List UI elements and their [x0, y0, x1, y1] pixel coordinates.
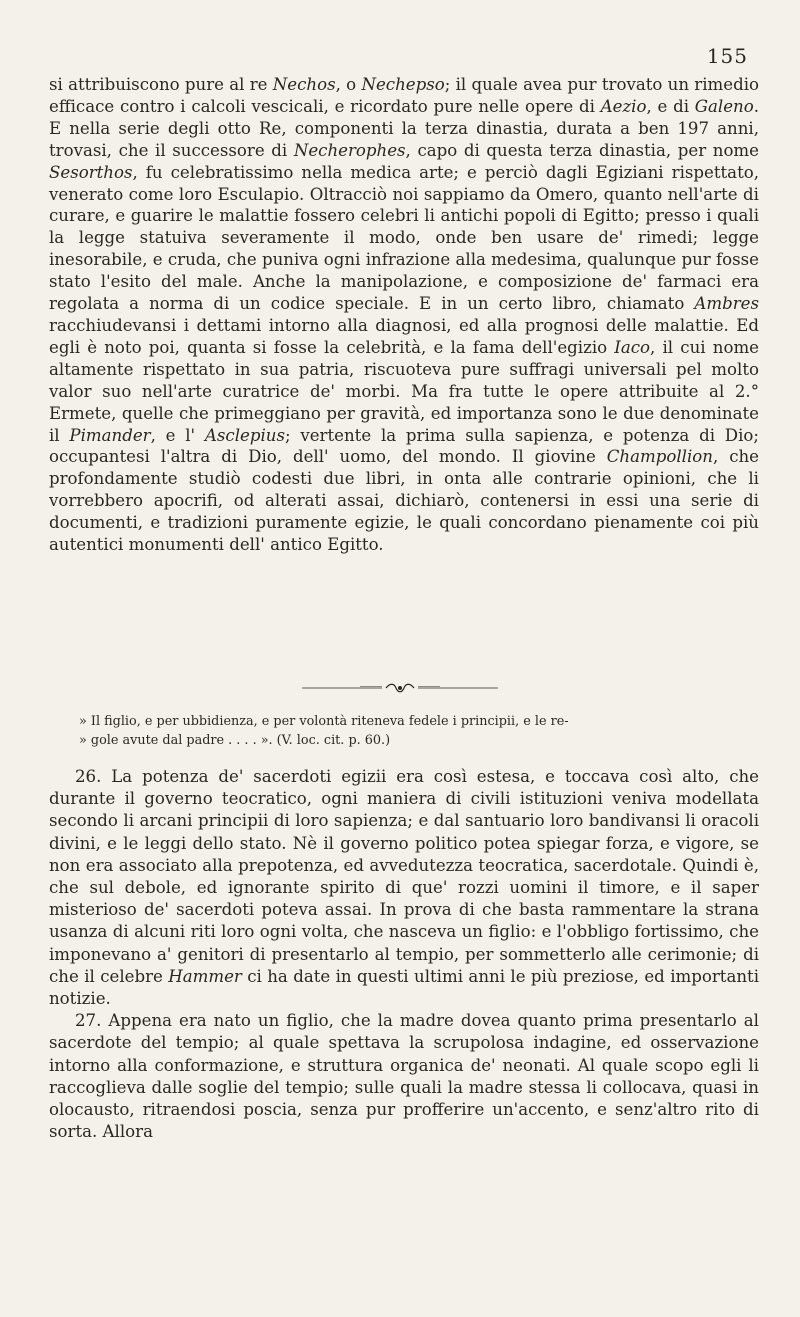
name-pimander: Pimander: [69, 425, 151, 445]
name-aezio: Aezio: [600, 96, 647, 116]
footnote-line: » Il figlio, e per ubbidienza, e per volontà riteneva fedele i principii, e le re-: [79, 714, 569, 729]
ornament-divider: [300, 682, 500, 694]
footnote: [79, 712, 759, 750]
main-text-block: [49, 74, 759, 556]
name-sesorthos: Sesorthos: [49, 162, 133, 182]
section-26: 26. La potenza de' sacerdoti egizii era così estesa, e toccava così alto, che durante il governo teocratico, ogni maniera di civili istituzioni veniva modellata secondo li arcani principii di loro sapienza; e dal santuario loro bandivansi li oracoli divini, e le leggi dello stato. Nè il governo politico potea spiegar forza, e vigore, se non era associato alla prepotenza, ed avvedutezza teocratica, sacerdotale. Quindi è, che sul debole, ed ignorante spirito di que' rozzi uomini il timore, e il saper misterioso de' sacerdoti poteva assai. In prova di che basta rammentare la strana usanza di alcuni riti loro ogni volta, che nasceva un figlio: e l'obbligo fortissimo, che imponevano a' genitori di presentarlo al tempio, per sommetterlo alle cerimonie; di che il celebre Hammer ci ha date in questi ultimi anni le più preziose, ed importanti notizie.: [49, 767, 760, 1009]
name-ambres: Ambres: [694, 294, 759, 314]
section-27: 27. Appena era nato un figlio, che la madre dovea quanto prima presentarlo al sacerdote del tempio; al quale spettava la scrupolosa indagine, ed osservazione intorno alla conformazione, e struttura organica de' neonati. Al quale scopo egli li raccoglieva dalle soglie del tempio; sulle quali la madre stessa li collocava, quasi in olocausto, ritraendosi poscia, senza pur profferire un'accento, e senz'altro rito di sorta. Allora: [49, 1011, 759, 1142]
name-nechos: Nechos: [272, 75, 336, 94]
name-galeno: Galeno: [694, 96, 754, 116]
name-hammer: Hammer: [168, 966, 242, 986]
sections-block: [49, 766, 759, 1143]
name-iaco: Iaco: [614, 337, 651, 357]
name-asclepius: Asclepius: [204, 425, 285, 445]
page-number: 155: [706, 44, 748, 68]
section-number: 26.: [75, 767, 102, 786]
name-nechepso: Nechepso: [361, 75, 445, 94]
paragraph-continuation: si attribuiscono pure al re Nechos, o Nechepso; il quale avea pur trovato un rimedio efficace contro i calcoli vescicali, e ricordato pure nelle opere di Aezio, e di Galeno. E nella serie degli otto Re, componenti la terza dinastia, durata a ben 197 anni, trovasi, che il successore di Necherophes, capo di questa terza dinastia, per nome Sesorthos, fu celebratissimo nella medica arte; e perciò dagli Egiziani rispettato, venerato come loro Esculapio. Oltracciò noi sappiamo da Omero, quanto nell'arte di curare, e guarire le malattie fossero celebri li antichi popoli di Egitto; presso i quali la legge statuiva severamente il modo, onde ben usare de' rimedi; legge inesorabile, e cruda, che puniva ogni infrazione alla medesima, qualunque pur fosse stato l'esito del male. Anche la manipolazione, e composizione de' farmaci era regolata a norma di un codice speciale. E in un certo libro, chiamato Ambres racchiudevansi i dettami intorno alla diagnosi, ed alla prognosi delle malattie. Ed egli è noto poi, quanta si fosse la celebrità, e la fama dell'egizio Iaco, il cui nome altamente rispettato in sua patria, riscuoteva pure suffragi universali pel molto valor suo nell'arte curatrice de' morbi. Ma fra tutte le opere attribuite al 2.° Ermete, quelle che primeggiano per gravità, ed importanza sono le due denominate il Pimander, e l' Asclepius; vertente la prima sulla sapienza, e potenza di Dio; occupantesi l'altra di Dio, dell' uomo, del mondo. Il giovine Champollion, che profondamente studiò codesti due libri, in onta alle contrarie opinioni, che li vorrebbero apocrifi, od alterati assai, dichiarò, contenersi in essi una serie di documenti, e tradizioni puramente egizie, le quali concordano pienamente coi più autentici monumenti dell' antico Egitto.: [49, 75, 760, 555]
section-number: 27.: [75, 1011, 102, 1031]
name-necherophes: Necherophes: [293, 140, 406, 160]
footnote-line: » gole avute dal padre . . . . ». (V. loc. cit. p. 60.): [79, 733, 391, 748]
name-champollion: Champollion: [606, 447, 713, 467]
